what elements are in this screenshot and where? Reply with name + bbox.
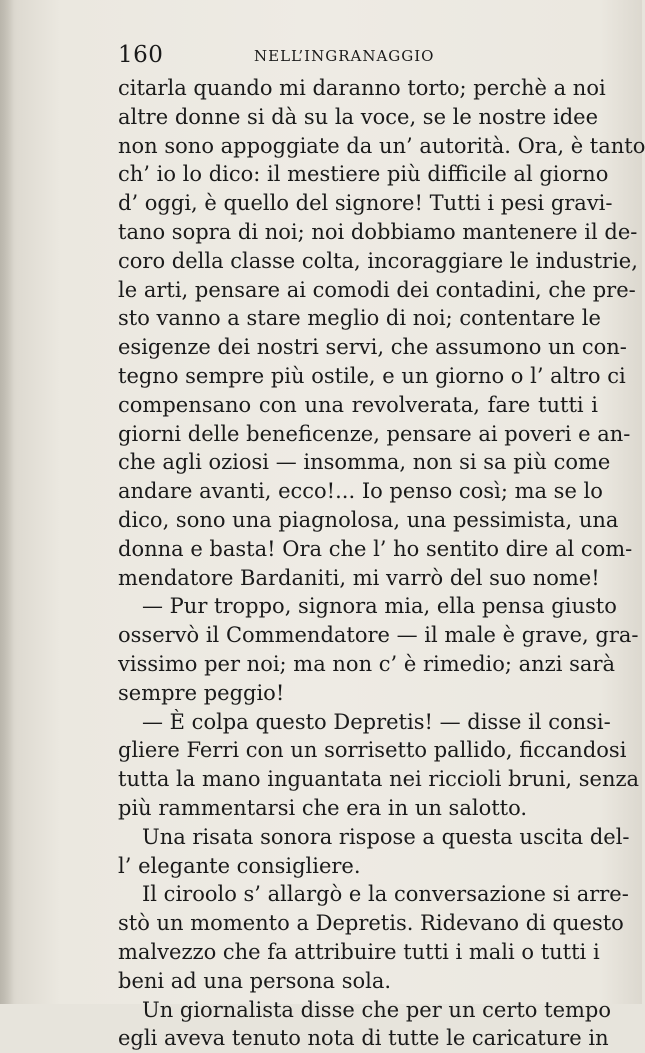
- text-line: più rammentarsi che era in un salotto.: [118, 795, 528, 820]
- text-line: tano sopra di noi; noi dobbiamo mantenere il de-: [118, 219, 638, 244]
- text-line: ch’ io lo dico: il mestiere più difficile al giorno: [118, 162, 609, 187]
- text-line: — Pur troppo, signora mia, ella pensa giusto: [142, 594, 617, 619]
- text-line: coro della classe colta, incoraggiare le industrie,: [118, 248, 638, 273]
- text-line: Un giornalista disse che per un certo tempo: [142, 997, 611, 1022]
- text-line: Il ciroolo s’ allargò e la conversazione si arre-: [142, 882, 629, 907]
- body-text: [118, 74, 645, 1053]
- text-line: donna e basta! Ora che l’ ho sentito dire al com-: [118, 536, 633, 561]
- text-line: osservò il Commendatore — il male è grave, gra-: [118, 623, 639, 648]
- text-line: sto vanno a stare meglio di noi; contentare le: [118, 306, 601, 331]
- text-line: beni ad una persona sola.: [118, 968, 392, 993]
- text-line: non sono appoggiate da un’ autorità. Ora, è tanto: [118, 133, 645, 158]
- text-line: le arti, pensare ai comodi dei contadini, che pre-: [118, 277, 636, 302]
- page-header: [118, 42, 598, 72]
- text-line: dico, sono una piagnolosa, una pessimista, una: [118, 507, 619, 532]
- text-line: tutta la mano inguantata nei riccioli bruni, senza: [118, 767, 640, 792]
- spine-shadow: [0, 0, 14, 1004]
- text-line: giorni delle beneficenze, pensare ai poveri e an-: [118, 421, 631, 446]
- text-line: andare avanti, ecco!... Io penso così; ma se lo: [118, 479, 603, 504]
- page-number: 160: [118, 42, 164, 68]
- text-line: sempre peggio!: [118, 680, 285, 705]
- text-line: l’ elegante consigliere.: [118, 853, 361, 878]
- text-line: stò un momento a Depretis. Ridevano di questo: [118, 911, 624, 936]
- text-line: compensano con una revolverata, fare tutti i: [118, 392, 598, 417]
- text-line: egli aveva tenuto nota di tutte le caricature in: [118, 1026, 609, 1051]
- running-title: NELL’INGRANAGGIO: [254, 47, 435, 65]
- text-line: citarla quando mi daranno torto; perchè a noi: [118, 76, 606, 100]
- text-line: — È colpa questo Depretis! — disse il consi-: [142, 709, 611, 734]
- text-line: Una risata sonora rispose a questa uscita del-: [142, 824, 630, 849]
- text-line: esigenze dei nostri servi, che assumono un con-: [118, 335, 627, 360]
- text-line: che agli oziosi — insomma, non si sa più come: [118, 450, 611, 475]
- text-line: tegno sempre più ostile, e un giorno o l’ altro ci: [118, 363, 626, 388]
- text-line: gliere Ferri con un sorrisetto pallido, ficcandosi: [118, 738, 627, 763]
- text-line: d’ oggi, è quello del signore! Tutti i pesi gravi-: [118, 191, 613, 216]
- text-line: malvezzo che fa attribuire tutti i mali o tutti i: [118, 939, 600, 964]
- text-line: mendatore Bardaniti, mi varrò del suo nome!: [118, 565, 600, 590]
- text-line: altre donne si dà su la voce, se le nostre idee: [118, 104, 599, 129]
- text-line: vissimo per noi; ma non c’ è rimedio; anzi sarà: [118, 651, 615, 676]
